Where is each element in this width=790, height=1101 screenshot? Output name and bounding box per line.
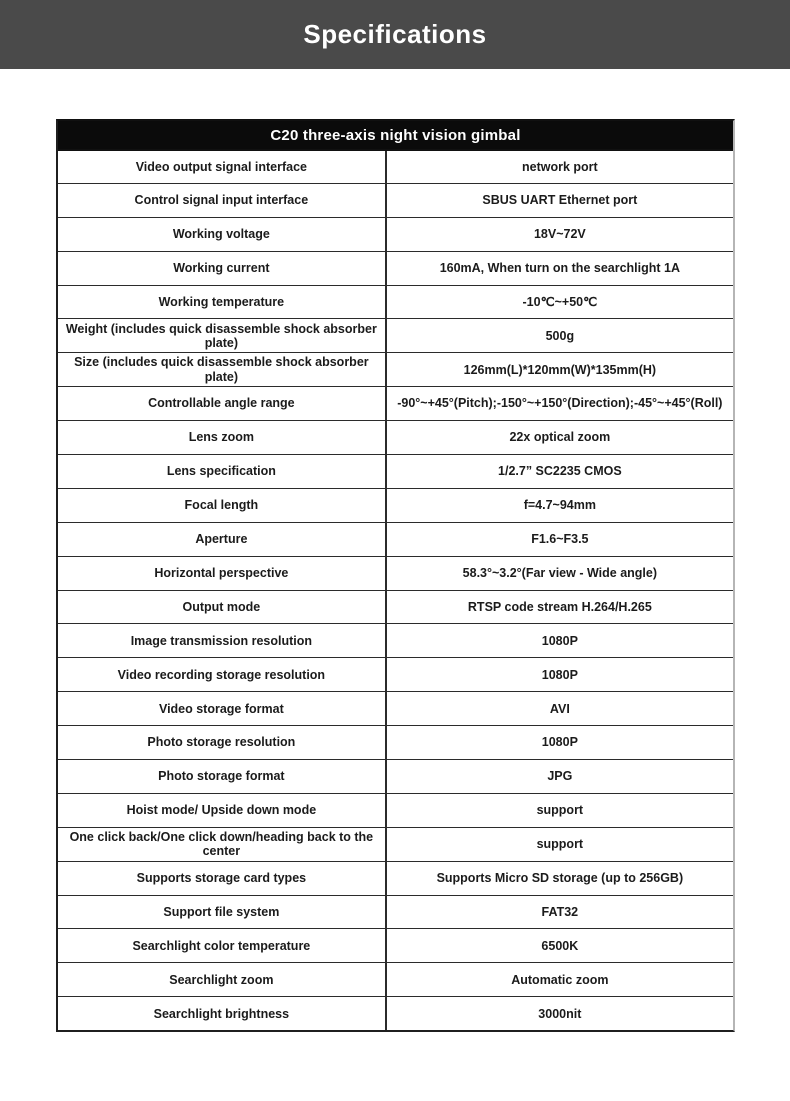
table-row xyxy=(58,895,733,929)
spec-label: Video storage format xyxy=(58,692,387,725)
table-row xyxy=(58,861,733,895)
spec-label: Controllable angle range xyxy=(58,387,387,420)
spec-label: Hoist mode/ Upside down mode xyxy=(58,794,387,827)
spec-value: -10℃~+50℃ xyxy=(522,294,598,309)
spec-value: FAT32 xyxy=(541,904,579,919)
spec-label: Working temperature xyxy=(58,286,387,319)
spec-value: Supports Micro SD storage (up to 256GB) xyxy=(436,870,684,885)
spec-label: Size (includes quick disassemble shock absorber plate) xyxy=(58,353,387,386)
spec-value: 1080P xyxy=(541,667,578,682)
page-header-banner xyxy=(0,0,790,69)
table-row xyxy=(58,420,733,454)
spec-label: Working current xyxy=(58,252,387,285)
spec-value: f=4.7~94mm xyxy=(523,498,596,513)
spec-label: Video output signal interface xyxy=(58,151,387,183)
table-row xyxy=(58,217,733,251)
spec-value: 6500K xyxy=(541,938,579,953)
spec-label: Photo storage format xyxy=(58,760,387,793)
spec-value: 3000nit xyxy=(538,1006,582,1021)
table-row xyxy=(58,454,733,488)
spec-value: 1080P xyxy=(541,633,578,648)
spec-value: Automatic zoom xyxy=(511,972,609,987)
spec-label: Supports storage card types xyxy=(58,862,387,895)
table-row xyxy=(58,183,733,217)
spec-label: Photo storage resolution xyxy=(58,726,387,759)
spec-value: network port xyxy=(522,159,598,174)
spec-value: SBUS UART Ethernet port xyxy=(482,193,638,208)
spec-value: 22x optical zoom xyxy=(509,430,611,445)
spec-value: JPG xyxy=(547,769,573,784)
table-row xyxy=(58,251,733,285)
spec-value: 58.3°~3.2°(Far view - Wide angle) xyxy=(462,565,658,580)
spec-label: Horizontal perspective xyxy=(58,557,387,590)
spec-value: RTSP code stream H.264/H.265 xyxy=(467,599,652,614)
spec-value: AVI xyxy=(549,701,570,716)
spec-label: Aperture xyxy=(58,523,387,556)
table-row xyxy=(58,285,733,319)
table-row xyxy=(58,590,733,624)
table-row xyxy=(58,725,733,759)
spec-label: Support file system xyxy=(58,896,387,929)
spec-label: Lens specification xyxy=(58,455,387,488)
spec-label: Control signal input interface xyxy=(58,184,387,217)
spec-value: 18V~72V xyxy=(533,227,586,242)
spec-label: Searchlight zoom xyxy=(58,963,387,996)
table-row xyxy=(58,556,733,590)
table-row xyxy=(58,657,733,691)
table-row xyxy=(58,827,733,861)
table-row xyxy=(58,962,733,996)
table-row xyxy=(58,623,733,657)
table-row xyxy=(58,352,733,386)
spec-label: Focal length xyxy=(58,489,387,522)
spec-label: One click back/One click down/heading back to the center xyxy=(58,828,387,861)
spec-value: 160mA, When turn on the searchlight 1A xyxy=(439,260,681,275)
table-title: C20 three-axis night vision gimbal xyxy=(58,121,733,149)
spec-value: 126mm(L)*120mm(W)*135mm(H) xyxy=(463,362,657,377)
spec-value: F1.6~F3.5 xyxy=(531,532,589,547)
spec-label: Searchlight color temperature xyxy=(58,929,387,962)
spec-value: 1080P xyxy=(541,735,578,750)
spec-label: Video recording storage resolution xyxy=(58,658,387,691)
spec-value: 1/2.7” SC2235 CMOS xyxy=(498,464,622,479)
table-row xyxy=(58,759,733,793)
spec-label: Output mode xyxy=(58,591,387,624)
table-row xyxy=(58,691,733,725)
spec-label: Image transmission resolution xyxy=(58,624,387,657)
spec-value: support xyxy=(536,803,584,818)
table-row xyxy=(58,996,733,1030)
table-row xyxy=(58,318,733,352)
spec-label: Searchlight brightness xyxy=(58,997,387,1030)
table-row xyxy=(58,522,733,556)
spec-label: Weight (includes quick disassemble shock absorber plate) xyxy=(58,319,387,352)
table-row xyxy=(58,928,733,962)
table-body xyxy=(58,149,733,1030)
spec-value: -90°~+45°(Pitch);-150°~+150°(Direction);-45°~+45°(Roll) xyxy=(397,396,723,411)
table-row xyxy=(58,793,733,827)
page-title: Specifications xyxy=(303,19,487,49)
spec-label: Working voltage xyxy=(58,218,387,251)
spec-label: Lens zoom xyxy=(58,421,387,454)
spec-table xyxy=(56,119,735,1032)
spec-value: support xyxy=(536,837,584,852)
table-row xyxy=(58,149,733,183)
table-row xyxy=(58,488,733,522)
spec-value: 500g xyxy=(545,328,575,343)
table-row xyxy=(58,386,733,420)
